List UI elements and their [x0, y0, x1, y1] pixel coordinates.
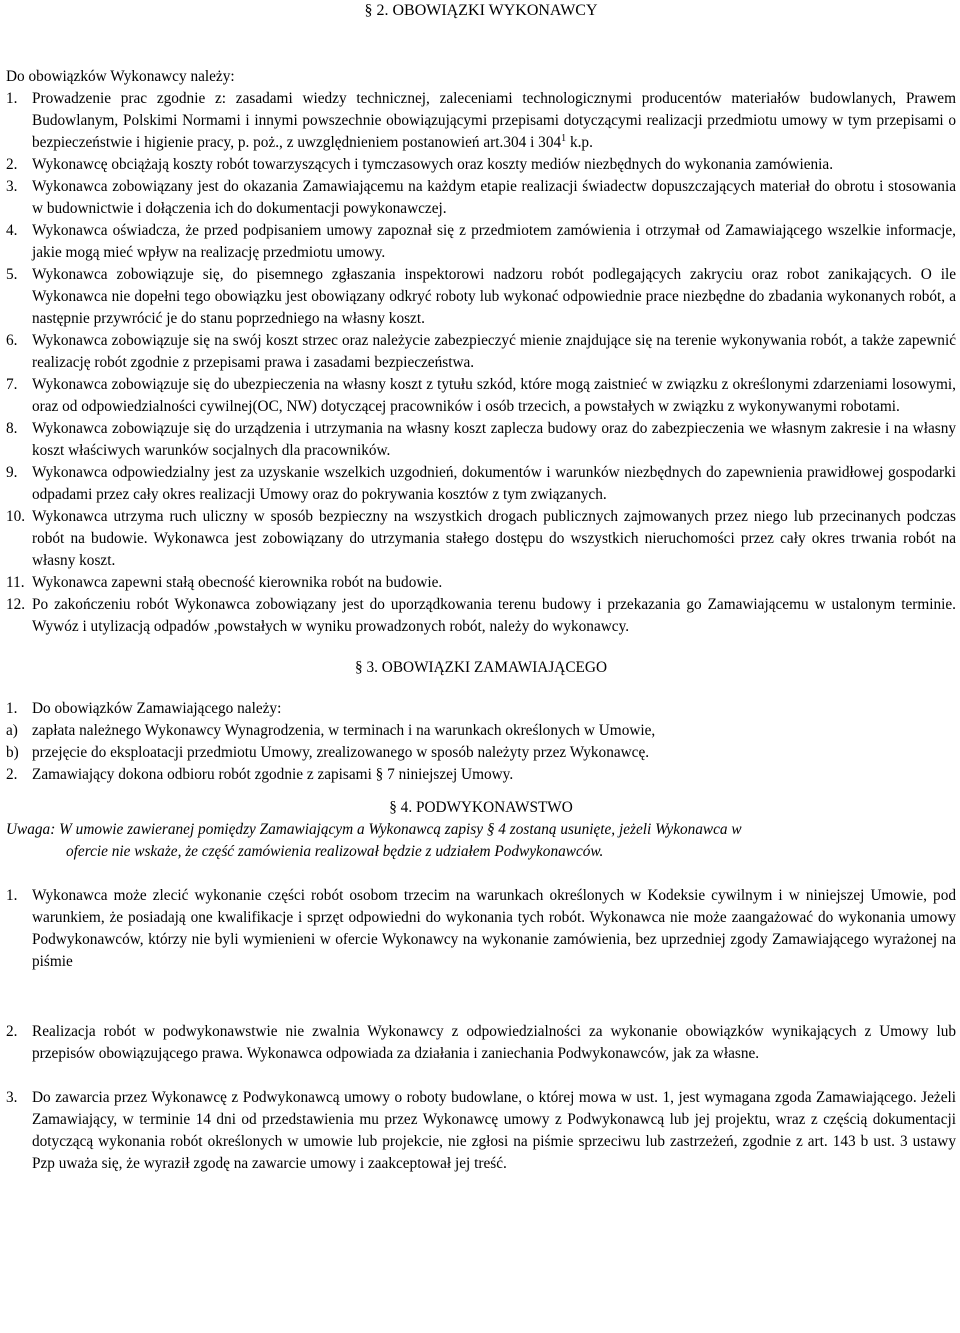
superscript: 1 [561, 132, 567, 144]
section-3-list [6, 698, 956, 786]
list-item [6, 418, 956, 462]
section-3-heading: § 3. OBOWIĄZKI ZAMAWIAJĄCEGO [355, 659, 607, 676]
list-item [6, 154, 956, 176]
item-text: Wykonawca zobowiązuje się do ubezpieczenia na własny koszt z tytułu szkód, które mogą zaistnieć w związku z określonymi zdarzeniami losowymi, oraz od odpowiedzialności cywilnej(OC, NW) dotyczącej pracowników i osób trzecich, a powstałych w związku z wykonywanymi robotami. [32, 376, 956, 415]
item-text: Wykonawca zobowiązany jest do okazania Zamawiającemu na każdym etapie realizacji świadectw dopuszczających materiał do obrotu i stosowania w budownictwie i dołączenia ich do dokumentacji powykonawczej. [32, 178, 956, 217]
list-item [6, 374, 956, 418]
item-number: 2. [6, 766, 18, 783]
list-item [6, 506, 956, 572]
section-2-heading: § 2. OBOWIĄZKI WYKONAWCY [364, 2, 598, 19]
item-number: 4. [6, 222, 18, 239]
item-number: 3. [6, 178, 18, 195]
item-number: 7. [6, 376, 18, 393]
list-item [6, 572, 956, 594]
list-item [6, 594, 956, 638]
list-item [6, 764, 956, 786]
item-number: 2. [6, 1023, 18, 1040]
section-4-note [6, 819, 956, 863]
list-item [6, 742, 956, 764]
item-text: Wykonawca może zlecić wykonanie części robót osobom trzecim na warunkach określonych w Kodeksie cywilnym i w niniejszej Umowie, pod warunkiem, że posiadają one kwalifikacje i sprzęt odpowiedni do wykonania tych robót. Wykonawca nie może zaangażować do wykonania umowy Podwykonawców, którzy nie byli wymienieni w ofercie Wykonawcy na wykonanie zamówienia, bez uprzedniej zgody Zamawiającego wyrażonej na piśmie [32, 887, 956, 970]
item-text: Wykonawca utrzyma ruch uliczny w sposób bezpieczny na wszystkich drogach publicznych zajmowanych przez niego lub przecinanych podczas robót na budowie. Wykonawca jest zobowiązany do utrzymania stałego dostępu do wszystkich nieruchomości przez cały okres trwania robót na własny koszt. [32, 508, 956, 569]
list-item [6, 88, 956, 154]
item-text: Do obowiązków Zamawiającego należy: [32, 700, 282, 717]
item-text: Wykonawca zobowiązuje się na swój koszt strzec oraz należycie zabezpieczyć mienie znajdujące się na terenie wykonywania robót, a także zapewnić realizację robót zgodnie z przepisami prawa i zasadami bezpieczeństwa. [32, 332, 956, 371]
list-item [6, 220, 956, 264]
list-item [6, 720, 956, 742]
item-number: 8. [6, 420, 18, 437]
item-text: Wykonawca zapewni stałą obecność kierownika robót na budowie. [32, 574, 443, 591]
section-4-heading: § 4. PODWYKONAWSTWO [389, 799, 573, 816]
item-number: 3. [6, 1089, 18, 1106]
list-item [6, 698, 956, 720]
list-item [6, 176, 956, 220]
list-item [6, 462, 956, 506]
list-item [6, 330, 956, 374]
list-item [6, 1087, 956, 1175]
item-number: 12. [6, 596, 26, 613]
item-text: Wykonawcę obciążają koszty robót towarzyszących i tymczasowych oraz koszty mediów niezbędnych do wykonania zamówienia. [32, 156, 834, 173]
item-number: 9. [6, 464, 18, 481]
item-number: 10. [6, 508, 26, 525]
list-item [6, 885, 956, 973]
item-number: 11. [6, 574, 25, 591]
list-item [6, 264, 956, 330]
item-number: 2. [6, 156, 18, 173]
item-number: 1. [6, 700, 18, 717]
item-text: Prowadzenie prac zgodnie z: zasadami wiedzy technicznej, zaleceniami technologicznymi producentów materiałów budowlanych, Prawem Budowlanym, Polskimi Normami i innymi powszechnie obowiązującymi przepisami dotyczącymi realizacji przedmiotu umowy w tym przepisami o bezpieczeństwie i higienie pracy, p. poż., z uwzględnieniem postanowień art.304 i $304^1$ k.p. [32, 90, 956, 151]
section-2-intro: Do obowiązków Wykonawcy należy: [6, 68, 235, 85]
item-text: Realizacja robót w podwykonawstwie nie zwalnia Wykonawcy z odpowiedzialności za wykonanie obowiązków wynikających z Umowy lub przepisów obowiązującego prawa. Wykonawca odpowiada za działania i zaniechania Podwykonawców, jak za własne. [32, 1023, 956, 1062]
item-text: Wykonawca odpowiedzialny jest za uzyskanie wszelkich uzgodnień, dokumentów i warunków niezbędnych do zapewnienia prawidłowej gospodarki odpadami przez cały okres realizacji Umowy oraz do pokrywania kosztów z tym związanych. [32, 464, 956, 503]
item-number: 1. [6, 887, 18, 904]
item-text: Wykonawca zobowiązuje się, do pisemnego zgłaszania inspektorowi nadzoru robót podlegających zakryciu oraz robot zanikających. O ile Wykonawca nie dopełni tego obowiązku jest obowiązany odkryć roboty lub wykonać odpowiednie prace niezbędne do zbadania wykonanych robót, a następnie przywrócić je do stanu poprzedniego na własny koszt. [32, 266, 956, 327]
section-4-list [6, 885, 956, 1175]
note-line: Uwaga: W umowie zawieranej pomiędzy Zamawiającym a Wykonawcą zapisy § 4 zostaną usunięte, jeżeli Wykonawca w [6, 821, 742, 838]
item-text: Wykonawca zobowiązuje się do urządzenia i utrzymania na własny koszt zaplecza budowy oraz do zabezpieczenia we własnym zakresie i na własny koszt właściwych warunków socjalnych dla pracowników. [32, 420, 956, 459]
item-number: b) [6, 744, 19, 761]
section-2-list [6, 88, 956, 638]
item-number: 1. [6, 90, 18, 107]
item-number: 6. [6, 332, 18, 349]
item-number: a) [6, 722, 18, 739]
list-item [6, 1021, 956, 1065]
item-text: zapłata należnego Wykonawcy Wynagrodzenia, w terminach i na warunkach określonych w Umowie, [32, 722, 656, 739]
note-line: ofercie nie wskaże, że część zamówienia realizował będzie z udziałem Podwykonawców. [66, 843, 604, 860]
item-text: Zamawiający dokona odbioru robót zgodnie z zapisami § 7 niniejszej Umowy. [32, 766, 514, 783]
item-text: przejęcie do eksploatacji przedmiotu Umowy, zrealizowanego w sposób należyty przez Wykonawcę. [32, 744, 650, 761]
item-number: 5. [6, 266, 18, 283]
item-text: Do zawarcia przez Wykonawcę z Podwykonawcą umowy o roboty budowlane, o której mowa w ust. 1, jest wymagana zgoda Zamawiającego. Jeżeli Zamawiający, w terminie 14 dni od przedstawienia mu przez Wykonawcę umowy z Podwykonawcą lub jej projektu, wraz z częścią dokumentacji dotyczącą wykonania robót określonych w umowie lub projekcie, nie zgłosi na piśmie sprzeciwu lub zastrzeżeń, zgodnie z art. 143 b ust. 3 ustawy Pzp uważa się, że wyraził zgodę na zawarcie umowy i zaakceptował jej treść. [32, 1089, 956, 1172]
item-text: Wykonawca oświadcza, że przed podpisaniem umowy zapoznał się z przedmiotem zamówienia i otrzymał od Zamawiającego wszelkie informacje, jakie mogą mieć wpływ na realizację przedmiotu umowy. [32, 222, 956, 261]
item-text: Po zakończeniu robót Wykonawca zobowiązany jest do uporządkowania terenu budowy i przekazania go Zamawiającemu w ustalonym terminie. Wywóz i utylizacją odpadów ,powstałych w wyniku prowadzonych robót, należy do wykonawcy. [32, 596, 956, 635]
